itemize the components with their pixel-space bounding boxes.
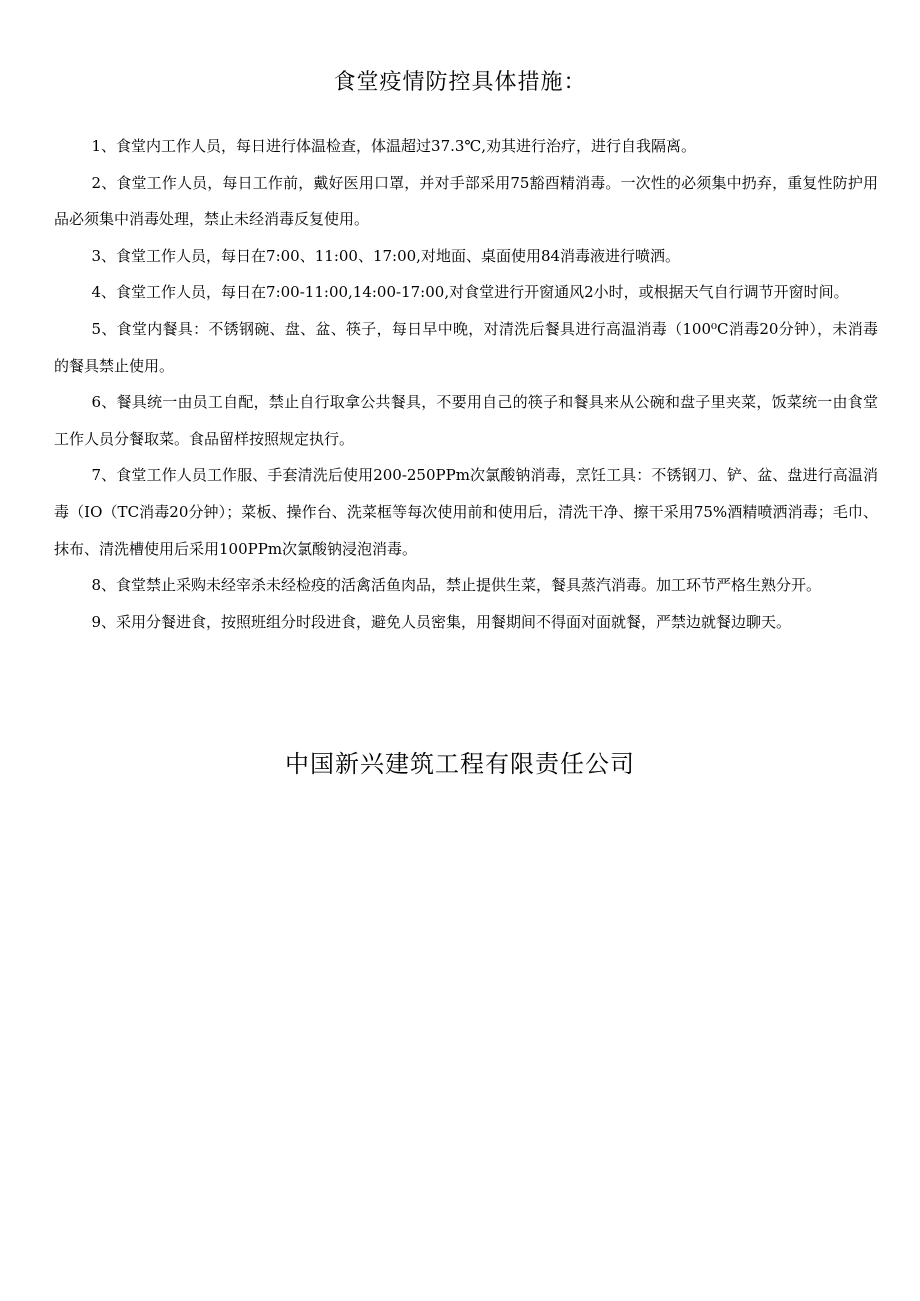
measure-item-2: 2、食堂工作人员，每日工作前，戴好医用口罩，并对手部采用75豁酉精消毒。一次性的必须集中扔弃，重复性防护用品必须集中消毒处理，禁止未经消毒反复使用。 xyxy=(54,173,878,229)
measure-item-4: 4、食堂工作人员，每日在7:00-11:00,14:00-17:00,对食堂进行开窗通风2小时，或根据天气自行调节开窗时间。 xyxy=(91,283,849,302)
measure-item-5: 5、食堂内餐具：不锈钢碗、盘、盆、筷子，每日早中晚，对清洗后餐具进行高温消毒（100⁰C消毒20分钟），未消毒的餐具禁止使用。 xyxy=(54,319,878,375)
measure-item-8: 8、食堂禁止采购未经宰杀未经检疫的活禽活鱼肉品，禁止提供生菜，餐具蒸汽消毒。加工环节严格生熟分开。 xyxy=(91,576,822,595)
measure-item-1: 1、食堂内工作人员，每日进行体温检查，体温超过37.3℃,劝其进行治疗，进行自我隔离。 xyxy=(91,137,696,155)
measure-item-3: 3、食堂工作人员，每日在7:00、11:00、17:00,对地面、桌面使用84消毒液进行喷洒。 xyxy=(91,246,681,265)
company-name: 中国新兴建筑工程有限责任公司 xyxy=(285,750,635,778)
measures-list xyxy=(54,128,878,640)
measure-item-7: 7、食堂工作人员工作服、手套清洗后使用200-250PPm次氯酸钠消毒，烹饪工具：不锈钢刀、铲、盆、盘进行高温消毒（IO（TC消毒20分钟）；菜板、操作台、洗菜框等每次使用前和使用后，清洗干净、擦干采用75%酒精喷洒消毒；毛巾、抹布、清洗槽使用后采用100PPm次氯酸钠浸泡消毒。 xyxy=(54,466,878,558)
measure-item-6: 6、餐具统一由员工自配，禁止自行取拿公共餐具，不要用自己的筷子和餐具来从公碗和盘子里夹菜，饭菜统一由食堂工作人员分餐取菜。食品留样按照规定执行。 xyxy=(54,393,878,448)
page-title: 食堂疫情防控具体措施： xyxy=(333,70,587,95)
measure-item-9: 9、采用分餐进食，按照班组分时段进食，避免人员密集，用餐期间不得面对面就餐，严禁边就餐边聊天。 xyxy=(91,612,792,631)
